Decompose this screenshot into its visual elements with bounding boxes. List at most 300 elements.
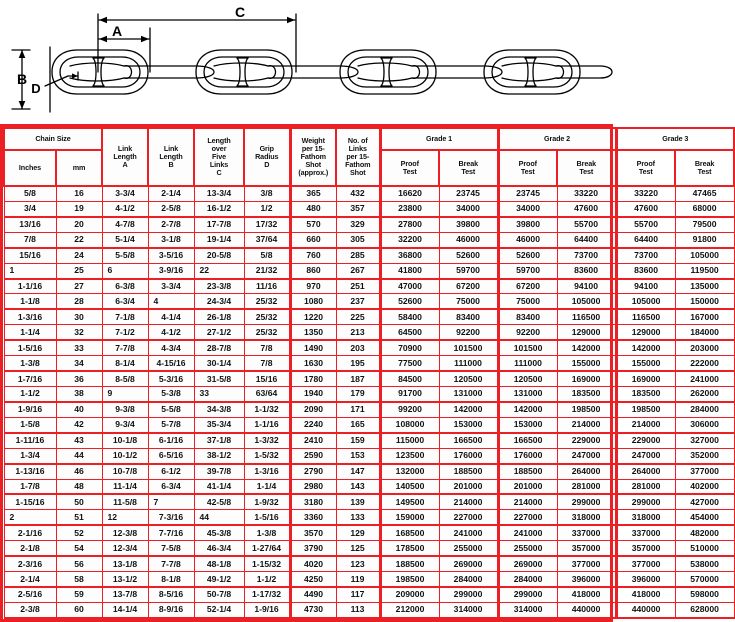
cell-grade1-proof-test: 70900: [380, 340, 439, 355]
cell-grade1-proof-test: 52600: [380, 294, 439, 309]
table-row: [4, 510, 734, 525]
cell-grade3-break-test: 79500: [675, 217, 734, 232]
cell-grip-radius-d: 1-1/16: [244, 417, 290, 432]
header-inches: Inches: [4, 150, 56, 186]
table-row: [4, 494, 734, 509]
header-grade1-proof-test-text: Proof Test: [400, 158, 419, 176]
cell-link-length-a: 8-1/4: [102, 356, 148, 371]
cell-grade2-proof-test: 241000: [498, 525, 557, 540]
header-length-over-five-links-c-text: Length over Five Links C: [207, 135, 231, 178]
cell-grade3-break-test: 628000: [675, 602, 734, 618]
cell-grade2-break-test: 418000: [557, 587, 616, 602]
cell-links-per-shot: 357: [336, 201, 380, 216]
cell-grade1-proof-test: 77500: [380, 356, 439, 371]
cell-mm: 16: [56, 186, 102, 201]
cell-links-per-shot: 251: [336, 279, 380, 294]
cell-grade1-proof-test: 23800: [380, 201, 439, 216]
cell-inches: 1-11/16: [4, 433, 56, 448]
cell-links-per-shot: 139: [336, 494, 380, 509]
cell-grade3-break-test: 570000: [675, 572, 734, 587]
table-row: [4, 294, 734, 309]
cell-grip-radius-d: 7/8: [244, 340, 290, 355]
cell-grip-radius-d: 1-9/16: [244, 602, 290, 618]
cell-grade3-break-test: 262000: [675, 386, 734, 401]
cell-grade2-proof-test: 111000: [498, 356, 557, 371]
cell-weight-per-shot: 1350: [290, 325, 336, 340]
cell-grip-radius-d: 1-15/32: [244, 556, 290, 571]
cell-grade3-proof-test: 73700: [616, 248, 675, 263]
cell-grade3-break-test: 377000: [675, 464, 734, 479]
cell-grade2-break-test: 33220: [557, 186, 616, 201]
header-weight-per-shot-text: Weight per 15- Fathom Shot (approx.): [298, 135, 329, 178]
cell-grade3-proof-test: 418000: [616, 587, 675, 602]
cell-grip-radius-d: 1-17/32: [244, 587, 290, 602]
table-row: [4, 356, 734, 371]
header-link-length-a-text: Link Length A: [113, 143, 137, 170]
cell-grade2-break-test: 64400: [557, 232, 616, 247]
cell-inches: 13/16: [4, 217, 56, 232]
cell-weight-per-shot: 1220: [290, 309, 336, 324]
cell-mm: 19: [56, 201, 102, 216]
cell-link-length-b: 2-5/8: [148, 201, 194, 216]
cell-mm: 56: [56, 556, 102, 571]
table-row: [4, 263, 734, 278]
cell-weight-per-shot: 2790: [290, 464, 336, 479]
cell-grade3-break-test: 241000: [675, 371, 734, 386]
cell-grade1-proof-test: 209000: [380, 587, 439, 602]
chain-specification-table: [3, 127, 735, 619]
cell-link-length-a: 11-5/8: [102, 494, 148, 509]
cell-length-over-five-links-c: 26-1/8: [194, 309, 244, 324]
cell-grade2-break-test: 142000: [557, 340, 616, 355]
header-link-length-b: [148, 128, 194, 186]
cell-link-length-b: 8-9/16: [148, 602, 194, 618]
table-row: [4, 525, 734, 540]
cell-grade3-proof-test: 440000: [616, 602, 675, 618]
cell-length-over-five-links-c: 19-1/4: [194, 232, 244, 247]
cell-grip-radius-d: 25/32: [244, 309, 290, 324]
cell-links-per-shot: 305: [336, 232, 380, 247]
cell-grade3-break-test: 454000: [675, 510, 734, 525]
cell-grade3-break-test: 427000: [675, 494, 734, 509]
cell-grade2-break-test: 337000: [557, 525, 616, 540]
cell-link-length-b: 4-1/2: [148, 325, 194, 340]
cell-weight-per-shot: 2980: [290, 479, 336, 494]
cell-inches: 2-1/16: [4, 525, 56, 540]
cell-inches: 15/16: [4, 248, 56, 263]
cell-grade1-proof-test: 140500: [380, 479, 439, 494]
cell-grade2-proof-test: 188500: [498, 464, 557, 479]
cell-grade2-break-test: 281000: [557, 479, 616, 494]
cell-grip-radius-d: 7/8: [244, 356, 290, 371]
cell-length-over-five-links-c: 46-3/4: [194, 541, 244, 556]
cell-grade3-proof-test: 105000: [616, 294, 675, 309]
header-grade2-proof-test-text: Proof Test: [518, 158, 537, 176]
cell-weight-per-shot: 1490: [290, 340, 336, 355]
cell-weight-per-shot: 970: [290, 279, 336, 294]
cell-links-per-shot: 187: [336, 371, 380, 386]
cell-grade2-proof-test: 153000: [498, 417, 557, 432]
table-row: [4, 541, 734, 556]
cell-inches: 1-3/16: [4, 309, 56, 324]
cell-grade2-proof-test: 176000: [498, 448, 557, 463]
header-grade-2: Grade 2: [498, 128, 616, 150]
cell-length-over-five-links-c: 17-7/8: [194, 217, 244, 232]
cell-links-per-shot: 153: [336, 448, 380, 463]
cell-grade3-proof-test: 155000: [616, 356, 675, 371]
cell-inches: 1-7/8: [4, 479, 56, 494]
cell-mm: 24: [56, 248, 102, 263]
cell-link-length-a: 5-1/4: [102, 232, 148, 247]
cell-weight-per-shot: 2410: [290, 433, 336, 448]
cell-links-per-shot: 129: [336, 525, 380, 540]
cell-grade1-break-test: 46000: [439, 232, 498, 247]
cell-links-per-shot: 119: [336, 572, 380, 587]
cell-links-per-shot: 267: [336, 263, 380, 278]
cell-links-per-shot: 285: [336, 248, 380, 263]
cell-grade1-break-test: 111000: [439, 356, 498, 371]
cell-grade3-break-test: 203000: [675, 340, 734, 355]
cell-link-length-a: 9: [102, 386, 148, 401]
cell-inches: 1: [4, 263, 56, 278]
table-row: [4, 448, 734, 463]
header-grade1-break-test: [439, 150, 498, 186]
cell-grade1-break-test: 142000: [439, 402, 498, 417]
cell-grade1-proof-test: 47000: [380, 279, 439, 294]
cell-grade1-break-test: 255000: [439, 541, 498, 556]
cell-grade3-proof-test: 357000: [616, 541, 675, 556]
cell-length-over-five-links-c: 24-3/4: [194, 294, 244, 309]
cell-link-length-b: 6-3/4: [148, 479, 194, 494]
cell-weight-per-shot: 1940: [290, 386, 336, 401]
cell-grade3-break-test: 510000: [675, 541, 734, 556]
chain-diagram: [0, 0, 613, 124]
cell-weight-per-shot: 3570: [290, 525, 336, 540]
cell-mm: 44: [56, 448, 102, 463]
cell-grade3-proof-test: 129000: [616, 325, 675, 340]
cell-length-over-five-links-c: 35-3/4: [194, 417, 244, 432]
cell-grade3-break-test: 327000: [675, 433, 734, 448]
cell-link-length-b: 7-5/8: [148, 541, 194, 556]
cell-grade2-break-test: 47600: [557, 201, 616, 216]
cell-mm: 46: [56, 464, 102, 479]
cell-inches: 7/8: [4, 232, 56, 247]
cell-length-over-five-links-c: 20-5/8: [194, 248, 244, 263]
cell-link-length-a: 7-1/2: [102, 325, 148, 340]
cell-grade3-proof-test: 198500: [616, 402, 675, 417]
cell-length-over-five-links-c: 42-5/8: [194, 494, 244, 509]
cell-mm: 38: [56, 386, 102, 401]
cell-grade1-break-test: 214000: [439, 494, 498, 509]
cell-length-over-five-links-c: 31-5/8: [194, 371, 244, 386]
cell-link-length-b: 4-1/4: [148, 309, 194, 324]
cell-link-length-b: 3-5/16: [148, 248, 194, 263]
cell-weight-per-shot: 2090: [290, 402, 336, 417]
cell-grip-radius-d: 1-3/32: [244, 433, 290, 448]
cell-link-length-b: 4-3/4: [148, 340, 194, 355]
cell-grade2-proof-test: 166500: [498, 433, 557, 448]
cell-grip-radius-d: 63/64: [244, 386, 290, 401]
cell-link-length-a: 6-3/4: [102, 294, 148, 309]
cell-mm: 42: [56, 417, 102, 432]
cell-grade1-break-test: 227000: [439, 510, 498, 525]
cell-grade1-proof-test: 188500: [380, 556, 439, 571]
cell-weight-per-shot: 3790: [290, 541, 336, 556]
cell-grip-radius-d: 17/32: [244, 217, 290, 232]
cell-grade2-proof-test: 142000: [498, 402, 557, 417]
header-grade2-break-test: [557, 150, 616, 186]
cell-grade3-proof-test: 64400: [616, 232, 675, 247]
cell-mm: 36: [56, 371, 102, 386]
cell-grip-radius-d: 21/32: [244, 263, 290, 278]
cell-link-length-b: 7-7/8: [148, 556, 194, 571]
cell-link-length-b: 4: [148, 294, 194, 309]
cell-link-length-a: 9-3/8: [102, 402, 148, 417]
table-row: [4, 186, 734, 201]
cell-grade2-break-test: 73700: [557, 248, 616, 263]
cell-weight-per-shot: 1630: [290, 356, 336, 371]
cell-links-per-shot: 133: [336, 510, 380, 525]
cell-grade2-break-test: 155000: [557, 356, 616, 371]
header-grade3-proof-test-text: Proof Test: [636, 158, 655, 176]
cell-grade3-proof-test: 318000: [616, 510, 675, 525]
cell-grade1-break-test: 23745: [439, 186, 498, 201]
cell-link-length-a: 7-7/8: [102, 340, 148, 355]
table-row: [4, 556, 734, 571]
cell-grade3-proof-test: 142000: [616, 340, 675, 355]
cell-grip-radius-d: 25/32: [244, 294, 290, 309]
cell-link-length-a: 10-7/8: [102, 464, 148, 479]
cell-grade1-break-test: 34000: [439, 201, 498, 216]
cell-length-over-five-links-c: 52-1/4: [194, 602, 244, 618]
cell-grade2-break-test: 357000: [557, 541, 616, 556]
cell-grade3-proof-test: 83600: [616, 263, 675, 278]
cell-grade2-break-test: 396000: [557, 572, 616, 587]
cell-grade3-proof-test: 116500: [616, 309, 675, 324]
cell-grade3-break-test: 105000: [675, 248, 734, 263]
cell-link-length-b: 8-5/16: [148, 587, 194, 602]
cell-grade1-break-test: 201000: [439, 479, 498, 494]
cell-grade1-proof-test: 123500: [380, 448, 439, 463]
cell-grade1-proof-test: 198500: [380, 572, 439, 587]
cell-grade3-break-test: 91800: [675, 232, 734, 247]
cell-link-length-a: 13-1/8: [102, 556, 148, 571]
cell-grade1-break-test: 188500: [439, 464, 498, 479]
cell-link-length-b: 6-1/2: [148, 464, 194, 479]
cell-grade1-proof-test: 64500: [380, 325, 439, 340]
cell-link-length-b: 7-3/16: [148, 510, 194, 525]
cell-grade1-proof-test: 168500: [380, 525, 439, 540]
cell-inches: 2-3/16: [4, 556, 56, 571]
cell-grip-radius-d: 1-1/2: [244, 572, 290, 587]
cell-grade2-break-test: 318000: [557, 510, 616, 525]
cell-length-over-five-links-c: 49-1/2: [194, 572, 244, 587]
cell-link-length-a: 12-3/4: [102, 541, 148, 556]
cell-mm: 48: [56, 479, 102, 494]
cell-grade3-proof-test: 247000: [616, 448, 675, 463]
cell-grade3-break-test: 135000: [675, 279, 734, 294]
cell-grade2-proof-test: 34000: [498, 201, 557, 216]
cell-grade1-proof-test: 32200: [380, 232, 439, 247]
cell-links-per-shot: 329: [336, 217, 380, 232]
cell-inches: 5/8: [4, 186, 56, 201]
cell-grade3-proof-test: 281000: [616, 479, 675, 494]
table-row: [4, 602, 734, 618]
header-links-per-shot: [336, 128, 380, 186]
header-group-row: [4, 128, 734, 150]
cell-grade3-proof-test: 55700: [616, 217, 675, 232]
cell-grade1-break-test: 176000: [439, 448, 498, 463]
cell-link-length-a: 4-7/8: [102, 217, 148, 232]
cell-mm: 51: [56, 510, 102, 525]
table-row: [4, 417, 734, 432]
cell-grip-radius-d: 1-5/32: [244, 448, 290, 463]
header-grade2-break-test-text: Break Test: [576, 158, 597, 176]
cell-weight-per-shot: 660: [290, 232, 336, 247]
table-header: [4, 128, 734, 186]
cell-grade1-break-test: 83400: [439, 309, 498, 324]
cell-link-length-b: 5-3/8: [148, 386, 194, 401]
cell-link-length-a: 11-1/4: [102, 479, 148, 494]
cell-mm: 43: [56, 433, 102, 448]
cell-link-length-b: 8-1/8: [148, 572, 194, 587]
cell-inches: 1-1/8: [4, 294, 56, 309]
cell-grade2-break-test: 229000: [557, 433, 616, 448]
table-row: [4, 572, 734, 587]
cell-mm: 25: [56, 263, 102, 278]
cell-grade1-proof-test: 58400: [380, 309, 439, 324]
cell-grade2-break-test: 264000: [557, 464, 616, 479]
header-grade3-break-test: [675, 150, 734, 186]
cell-grade1-proof-test: 41800: [380, 263, 439, 278]
cell-inches: 1-1/4: [4, 325, 56, 340]
cell-grip-radius-d: 1/2: [244, 201, 290, 216]
cell-grade1-break-test: 166500: [439, 433, 498, 448]
cell-grade1-break-test: 153000: [439, 417, 498, 432]
cell-grade2-break-test: 377000: [557, 556, 616, 571]
cell-grade3-break-test: 284000: [675, 402, 734, 417]
cell-grade1-proof-test: 36800: [380, 248, 439, 263]
cell-grade2-break-test: 169000: [557, 371, 616, 386]
cell-grade2-proof-test: 83400: [498, 309, 557, 324]
cell-link-length-a: 14-1/4: [102, 602, 148, 618]
header-grade-1: Grade 1: [380, 128, 498, 150]
table-row: [4, 217, 734, 232]
table-row: [4, 232, 734, 247]
cell-grip-radius-d: 15/16: [244, 371, 290, 386]
cell-grip-radius-d: 37/64: [244, 232, 290, 247]
dimension-label-b: B: [16, 71, 28, 87]
cell-grade1-break-test: 92200: [439, 325, 498, 340]
cell-grade1-break-test: 131000: [439, 386, 498, 401]
cell-length-over-five-links-c: 30-1/4: [194, 356, 244, 371]
header-grade3-proof-test: [616, 150, 675, 186]
cell-inches: 1-5/8: [4, 417, 56, 432]
cell-grade3-break-test: 402000: [675, 479, 734, 494]
cell-grade3-proof-test: 229000: [616, 433, 675, 448]
cell-grade3-proof-test: 337000: [616, 525, 675, 540]
cell-links-per-shot: 225: [336, 309, 380, 324]
cell-grade1-break-test: 299000: [439, 587, 498, 602]
header-grip-radius-d-text: Grip Radius D: [255, 143, 279, 170]
cell-grade2-proof-test: 46000: [498, 232, 557, 247]
cell-length-over-five-links-c: 23-3/8: [194, 279, 244, 294]
cell-link-length-a: 4-1/2: [102, 201, 148, 216]
cell-weight-per-shot: 1080: [290, 294, 336, 309]
cell-mm: 22: [56, 232, 102, 247]
table-row: [4, 309, 734, 324]
cell-grade3-proof-test: 299000: [616, 494, 675, 509]
cell-grade2-break-test: 116500: [557, 309, 616, 324]
cell-grade2-proof-test: 67200: [498, 279, 557, 294]
cell-grip-radius-d: 1-3/8: [244, 525, 290, 540]
cell-grade3-break-test: 167000: [675, 309, 734, 324]
cell-grade3-proof-test: 47600: [616, 201, 675, 216]
cell-inches: 1-7/16: [4, 371, 56, 386]
cell-grade1-break-test: 75000: [439, 294, 498, 309]
cell-length-over-five-links-c: 44: [194, 510, 244, 525]
cell-grade3-proof-test: 33220: [616, 186, 675, 201]
cell-mm: 40: [56, 402, 102, 417]
cell-grade2-proof-test: 214000: [498, 494, 557, 509]
cell-weight-per-shot: 570: [290, 217, 336, 232]
cell-grade2-break-test: 105000: [557, 294, 616, 309]
cell-grade2-proof-test: 92200: [498, 325, 557, 340]
cell-grade2-proof-test: 23745: [498, 186, 557, 201]
cell-grade1-proof-test: 159000: [380, 510, 439, 525]
cell-mm: 54: [56, 541, 102, 556]
cell-grade2-break-test: 440000: [557, 602, 616, 618]
cell-inches: 1-9/16: [4, 402, 56, 417]
cell-length-over-five-links-c: 38-1/2: [194, 448, 244, 463]
cell-grip-radius-d: 5/8: [244, 248, 290, 263]
cell-grip-radius-d: 25/32: [244, 325, 290, 340]
table-row: [4, 279, 734, 294]
cell-grade2-break-test: 198500: [557, 402, 616, 417]
cell-grade3-proof-test: 183500: [616, 386, 675, 401]
cell-length-over-five-links-c: 16-1/2: [194, 201, 244, 216]
header-grade2-proof-test: [498, 150, 557, 186]
cell-length-over-five-links-c: 39-7/8: [194, 464, 244, 479]
cell-length-over-five-links-c: 28-7/8: [194, 340, 244, 355]
cell-weight-per-shot: 4020: [290, 556, 336, 571]
header-mm: mm: [56, 150, 102, 186]
cell-weight-per-shot: 4730: [290, 602, 336, 618]
header-grade3-break-test-text: Break Test: [694, 158, 715, 176]
cell-grade3-break-test: 119500: [675, 263, 734, 278]
cell-weight-per-shot: 1780: [290, 371, 336, 386]
cell-inches: 1-1/16: [4, 279, 56, 294]
cell-weight-per-shot: 480: [290, 201, 336, 216]
cell-mm: 27: [56, 279, 102, 294]
cell-grade3-break-test: 47465: [675, 186, 734, 201]
cell-weight-per-shot: 2240: [290, 417, 336, 432]
cell-grade3-proof-test: 169000: [616, 371, 675, 386]
cell-links-per-shot: 123: [336, 556, 380, 571]
table-row: [4, 479, 734, 494]
cell-grip-radius-d: 3/8: [244, 186, 290, 201]
cell-weight-per-shot: 3360: [290, 510, 336, 525]
table-row: [4, 371, 734, 386]
cell-link-length-b: 2-7/8: [148, 217, 194, 232]
cell-inches: 1-13/16: [4, 464, 56, 479]
cell-mm: 60: [56, 602, 102, 618]
cell-link-length-a: 13-7/8: [102, 587, 148, 602]
table-row: [4, 325, 734, 340]
cell-mm: 33: [56, 340, 102, 355]
cell-mm: 32: [56, 325, 102, 340]
cell-grade2-proof-test: 299000: [498, 587, 557, 602]
